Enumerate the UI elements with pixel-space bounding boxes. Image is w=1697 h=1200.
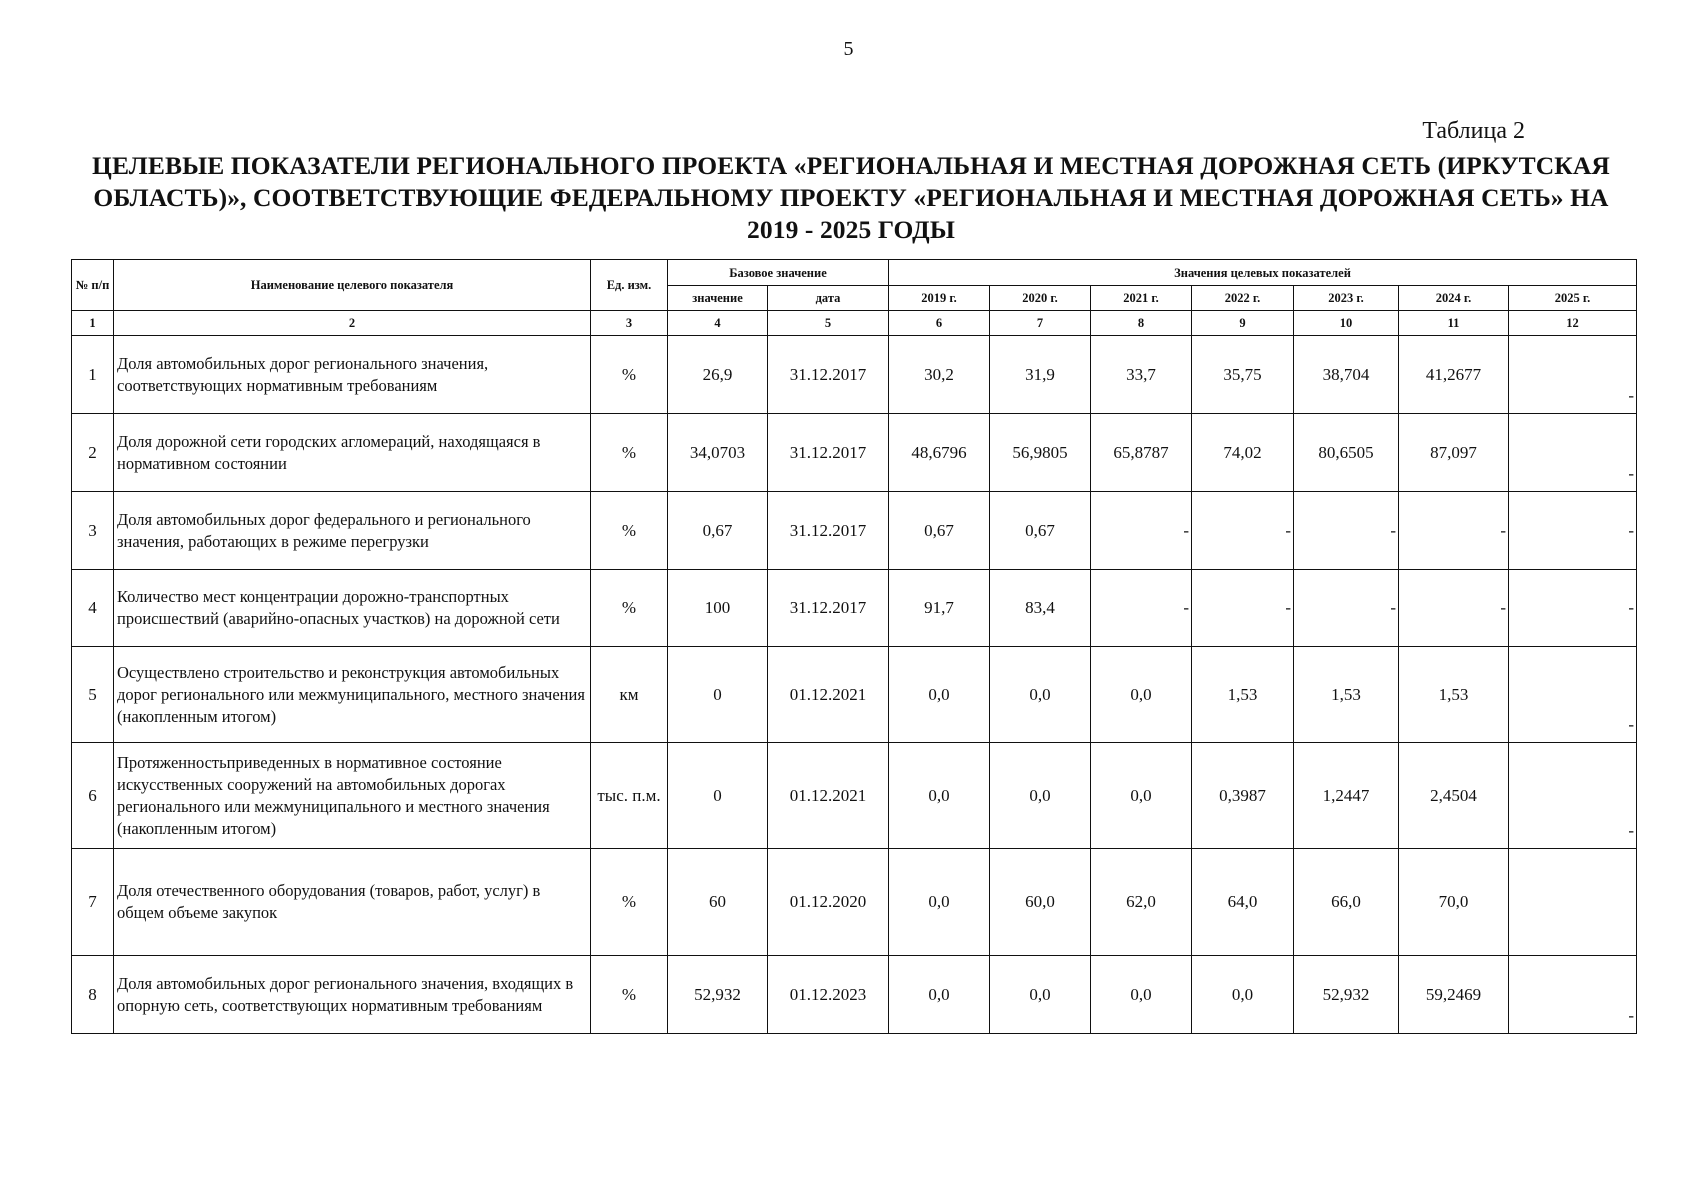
base-date-cell: 01.12.2021	[768, 647, 889, 743]
unit-cell: %	[591, 956, 668, 1034]
target-value-cell: 74,02	[1192, 414, 1294, 492]
header-name: Наименование целевого показателя	[114, 260, 591, 311]
table-row	[72, 647, 1637, 743]
table-row	[72, 492, 1637, 570]
column-number: 11	[1399, 311, 1509, 336]
table-row	[72, 414, 1637, 492]
target-value-cell: 64,0	[1192, 849, 1294, 956]
base-value-cell: 100	[668, 570, 768, 647]
table-row	[72, 956, 1637, 1034]
indicator-name: Доля автомобильных дорог федерального и регионального значения, работающих в режиме перегрузки	[114, 492, 591, 570]
indicators-table	[71, 259, 1637, 1034]
indicator-name: Осуществлено строительство и реконструкция автомобильных дорог регионального или межмуниципального, местного значения (накопленным итогом)	[114, 647, 591, 743]
column-number: 9	[1192, 311, 1294, 336]
target-value-cell	[1509, 492, 1637, 570]
target-value-cell: 0,0	[1091, 647, 1192, 743]
target-value-cell	[1399, 570, 1509, 647]
target-value-cell	[1091, 570, 1192, 647]
table-row	[72, 570, 1637, 647]
target-value-cell	[1399, 492, 1509, 570]
row-number: 5	[72, 647, 114, 743]
target-value-cell: 56,9805	[990, 414, 1091, 492]
indicator-name: Количество мест концентрации дорожно-транспортных происшествий (аварийно-опасных участков) на дорожной сети	[114, 570, 591, 647]
base-date-cell: 01.12.2021	[768, 743, 889, 849]
header-year: 2020 г.	[990, 286, 1091, 311]
target-value-cell: 0,0	[990, 956, 1091, 1034]
target-value-cell: 0,0	[889, 849, 990, 956]
target-value-cell: 1,53	[1192, 647, 1294, 743]
base-date-cell: 31.12.2017	[768, 570, 889, 647]
column-number: 2	[114, 311, 591, 336]
target-value-cell: 0,0	[889, 956, 990, 1034]
target-value-cell	[1509, 849, 1637, 956]
target-value-cell	[1509, 414, 1637, 492]
row-number: 6	[72, 743, 114, 849]
target-value-cell	[1509, 956, 1637, 1034]
target-value-cell: 52,932	[1294, 956, 1399, 1034]
target-value-cell: 38,704	[1294, 336, 1399, 414]
header-targets: Значения целевых показателей	[889, 260, 1637, 286]
target-value-cell: 65,8787	[1091, 414, 1192, 492]
header-num: № п/п	[72, 260, 114, 311]
base-date-cell: 31.12.2017	[768, 492, 889, 570]
base-value-cell: 0	[668, 647, 768, 743]
indicator-name: Доля автомобильных дорог регионального значения, входящих в опорную сеть, соответствующих нормативным требованиям	[114, 956, 591, 1034]
header-year: 2025 г.	[1509, 286, 1637, 311]
header-year: 2022 г.	[1192, 286, 1294, 311]
target-value-cell	[1294, 570, 1399, 647]
target-value-cell: 0,0	[889, 743, 990, 849]
column-number: 10	[1294, 311, 1399, 336]
indicator-name: Доля отечественного оборудования (товаров, работ, услуг) в общем объеме закупок	[114, 849, 591, 956]
target-value-cell: 48,6796	[889, 414, 990, 492]
column-number: 7	[990, 311, 1091, 336]
header-base-date: дата	[768, 286, 889, 311]
unit-cell: %	[591, 570, 668, 647]
row-number: 8	[72, 956, 114, 1034]
table-body	[72, 336, 1637, 1034]
target-value-cell: 30,2	[889, 336, 990, 414]
target-value-cell: 0,0	[990, 647, 1091, 743]
column-number: 3	[591, 311, 668, 336]
target-value-cell: 83,4	[990, 570, 1091, 647]
target-value-cell: 0,0	[1091, 743, 1192, 849]
base-date-cell: 01.12.2023	[768, 956, 889, 1034]
header-base-value: значение	[668, 286, 768, 311]
target-value-cell: 87,097	[1399, 414, 1509, 492]
indicator-name: Доля автомобильных дорог регионального значения, соответствующих нормативным требованиям	[114, 336, 591, 414]
target-value-cell: 60,0	[990, 849, 1091, 956]
target-value-cell: 0,67	[990, 492, 1091, 570]
header-unit: Ед. изм.	[591, 260, 668, 311]
header-year: 2021 г.	[1091, 286, 1192, 311]
column-number: 6	[889, 311, 990, 336]
target-value-cell: 33,7	[1091, 336, 1192, 414]
column-number: 12	[1509, 311, 1637, 336]
unit-cell: %	[591, 492, 668, 570]
unit-cell: %	[591, 336, 668, 414]
column-number: 4	[668, 311, 768, 336]
target-value-cell	[1192, 492, 1294, 570]
target-value-cell	[1509, 647, 1637, 743]
target-value-cell: 0,0	[990, 743, 1091, 849]
table-row	[72, 743, 1637, 849]
indicator-name: Протяженностьприведенных в нормативное состояние искусственных сооружений на автомобильных дорогах регионального или межмуниципального и местного значения (накопленным итогом)	[114, 743, 591, 849]
base-date-cell: 31.12.2017	[768, 336, 889, 414]
row-number: 3	[72, 492, 114, 570]
target-value-cell	[1192, 570, 1294, 647]
base-value-cell: 34,0703	[668, 414, 768, 492]
row-number: 1	[72, 336, 114, 414]
page-number: 5	[843, 38, 854, 60]
target-value-cell: 35,75	[1192, 336, 1294, 414]
base-date-cell: 01.12.2020	[768, 849, 889, 956]
header-year: 2019 г.	[889, 286, 990, 311]
column-number-row	[72, 311, 1637, 336]
target-value-cell: 1,53	[1399, 647, 1509, 743]
header-year: 2023 г.	[1294, 286, 1399, 311]
target-value-cell	[1509, 336, 1637, 414]
unit-cell: тыс. п.м.	[591, 743, 668, 849]
table-caption: Таблица 2	[1422, 118, 1525, 144]
base-value-cell: 0	[668, 743, 768, 849]
target-value-cell	[1091, 492, 1192, 570]
target-value-cell: 0,3987	[1192, 743, 1294, 849]
target-value-cell: 91,7	[889, 570, 990, 647]
header-row	[72, 260, 1637, 286]
target-value-cell: 0,0	[889, 647, 990, 743]
target-value-cell	[1509, 570, 1637, 647]
row-number: 2	[72, 414, 114, 492]
target-value-cell: 59,2469	[1399, 956, 1509, 1034]
target-value-cell: 41,2677	[1399, 336, 1509, 414]
column-number: 8	[1091, 311, 1192, 336]
target-value-cell: 0,67	[889, 492, 990, 570]
base-value-cell: 60	[668, 849, 768, 956]
target-value-cell	[1509, 743, 1637, 849]
table-row	[72, 336, 1637, 414]
base-date-cell: 31.12.2017	[768, 414, 889, 492]
target-value-cell	[1294, 492, 1399, 570]
indicator-name: Доля дорожной сети городских агломераций, находящаяся в нормативном состоянии	[114, 414, 591, 492]
base-value-cell: 26,9	[668, 336, 768, 414]
row-number: 7	[72, 849, 114, 956]
target-value-cell: 70,0	[1399, 849, 1509, 956]
target-value-cell: 31,9	[990, 336, 1091, 414]
unit-cell: км	[591, 647, 668, 743]
unit-cell: %	[591, 414, 668, 492]
header-base: Базовое значение	[668, 260, 889, 286]
target-value-cell: 2,4504	[1399, 743, 1509, 849]
target-value-cell: 0,0	[1192, 956, 1294, 1034]
target-value-cell: 1,53	[1294, 647, 1399, 743]
target-value-cell: 0,0	[1091, 956, 1192, 1034]
target-value-cell: 1,2447	[1294, 743, 1399, 849]
column-number: 5	[768, 311, 889, 336]
header-year: 2024 г.	[1399, 286, 1509, 311]
document-title: ЦЕЛЕВЫЕ ПОКАЗАТЕЛИ РЕГИОНАЛЬНОГО ПРОЕКТА «РЕГИОНАЛЬНАЯ И МЕСТНАЯ ДОРОЖНАЯ СЕТЬ (ИРКУТСКАЯ ОБЛАСТЬ)», СООТВЕТСТВУЮЩИЕ ФЕДЕРАЛЬНОМУ ПРОЕКТУ «РЕГИОНАЛЬНАЯ И МЕСТНАЯ ДОРОЖНАЯ СЕТЬ» НА 2019 - 2025 ГОДЫ	[92, 151, 1610, 244]
row-number: 4	[72, 570, 114, 647]
target-value-cell: 80,6505	[1294, 414, 1399, 492]
unit-cell: %	[591, 849, 668, 956]
column-number: 1	[72, 311, 114, 336]
target-value-cell: 62,0	[1091, 849, 1192, 956]
target-value-cell: 66,0	[1294, 849, 1399, 956]
base-value-cell: 0,67	[668, 492, 768, 570]
base-value-cell: 52,932	[668, 956, 768, 1034]
table-row	[72, 849, 1637, 956]
